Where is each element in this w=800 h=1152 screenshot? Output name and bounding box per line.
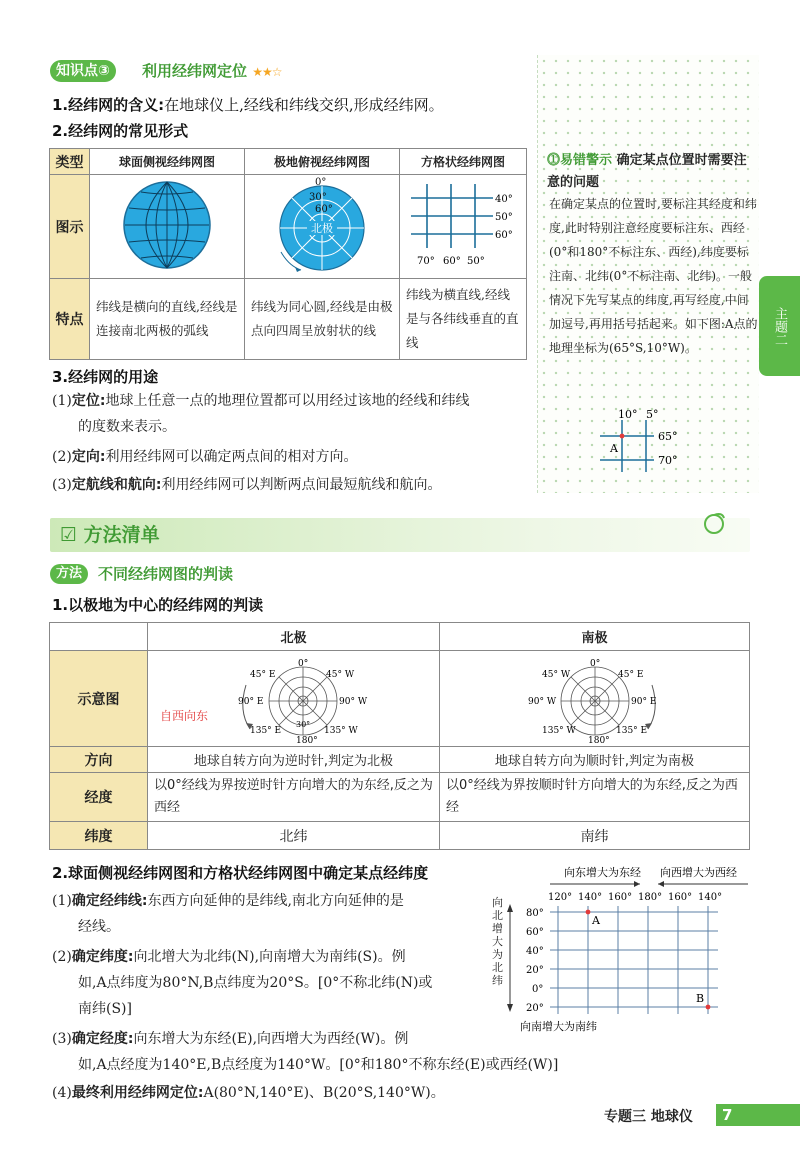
th-north-pole: 北极 (148, 623, 440, 651)
s-tr: 45° E (618, 670, 644, 680)
fig-lon-5: 5° (646, 408, 659, 421)
lat-6: 20° (526, 1003, 544, 1014)
use-item-1: (1)定位:地球上任意一点的地理位置都可以用经过该地的经线和纬线 (52, 393, 470, 409)
n-bl: 135° E (250, 726, 282, 736)
n-tr: 45° W (326, 670, 355, 680)
label-north: 向北增大为北纬 (492, 896, 503, 987)
lat-4: 20° (526, 965, 544, 976)
grid-lat-50: 50° (495, 212, 513, 223)
fig-lat-65: 65° (658, 430, 678, 443)
grid-lon-70: 70° (417, 256, 435, 267)
lon-6: 140° (698, 892, 723, 903)
method-1-title: 1.以极地为中心的经纬网的判读 (52, 596, 264, 614)
s-bl: 135° W (542, 726, 576, 736)
grid-lon-60: 60° (443, 256, 461, 267)
polar-reading-table (49, 622, 750, 850)
feature-sphere: 纬线是横向的直线,经线是连接南北两极的弧线 (90, 279, 245, 360)
footer-label: 专题三 地球仪 (604, 1109, 693, 1125)
polar-figure (245, 175, 400, 279)
m2-item-3: (3)确定经度:向东增大为东经(E),向西增大为西经(W)。例 (52, 1031, 409, 1047)
difficulty-stars: ★★☆ (252, 65, 282, 79)
feature-polar: 纬线为同心圆,经线是由极点向四周呈放射状的线 (245, 279, 400, 360)
polar-center-label: 北极 (311, 222, 333, 235)
row-diagram-label: 示意图 (50, 651, 148, 747)
use-item-3: (3)定航线和航向:利用经纬网可以判断两点间最短航线和航向。 (52, 477, 442, 493)
fig-lat-70: 70° (658, 454, 678, 467)
knowledge-point-title: 利用经纬网定位 ★★☆ (142, 62, 282, 80)
polar-lat-60: 60° (315, 204, 333, 215)
s-br: 135° E (616, 726, 648, 736)
fig-point-a: A (610, 442, 618, 455)
lon-1: 120° (548, 892, 573, 903)
south-direction: 地球自转方向为顺时针,判定为南极 (440, 747, 750, 773)
m2-item-3-cont: 如,A点经度为140°E,B点经度为140°W。[0°和180°不称东经(E)或西经(W)] (78, 1057, 559, 1073)
section-1: 1.经纬网的含义:在地球仪上,经线和纬线交织,形成经纬网。 (52, 96, 444, 114)
n-lat30: 30° (296, 720, 311, 729)
polar-lat-30: 30° (309, 192, 327, 203)
n-br: 135° W (324, 726, 358, 736)
north-direction: 地球自转方向为逆时针,判定为北极 (148, 747, 440, 773)
handwritten-note: 自西向东 (160, 709, 209, 723)
polar-lat-0: 0° (315, 177, 327, 188)
knowledge-point-badge: 知识点③ (50, 60, 116, 82)
page-number: 7 (716, 1104, 800, 1126)
use-item-1-cont: 的度数来表示。 (78, 419, 176, 435)
north-longitude: 以0°经线为界按逆时针方向增大的为东经,反之为西经 (148, 773, 440, 822)
label-south: 向南增大为南纬 (520, 1020, 597, 1033)
m2-item-2: (2)确定纬度:向北增大为北纬(N),向南增大为南纬(S)。例 (52, 949, 406, 965)
n-l: 90° E (238, 697, 264, 707)
method-2-title: 2.球面侧视经纬网图和方格状经纬网图中确定某点经纬度 (52, 864, 429, 882)
grid-figure (400, 175, 527, 279)
row-longitude-label: 经度 (50, 773, 148, 822)
th-type: 类型 (50, 149, 90, 175)
checkbox-icon: ☑ (60, 524, 78, 546)
th-empty (50, 623, 148, 651)
n-bot: 180° (296, 736, 318, 743)
m2-item-4: (4)最终利用经纬网定位:A(80°N,140°E)、B(20°S,140°W)。 (52, 1085, 445, 1101)
m2-item-1: (1)确定经纬线:东西方向延伸的是纬线,南北方向延伸的是 (52, 893, 404, 909)
grid-lat-40: 40° (495, 194, 513, 205)
use-item-2: (2)定向:利用经纬网可以确定两点间的相对方向。 (52, 449, 358, 465)
lon-5: 160° (668, 892, 693, 903)
section-3-title: 3.经纬网的用途 (52, 368, 159, 386)
s-l: 90° W (528, 697, 557, 707)
row-figure-label: 图示 (50, 175, 90, 279)
grid-lat-60: 60° (495, 230, 513, 241)
north-latitude: 北纬 (148, 822, 440, 850)
south-longitude: 以0°经线为界按顺时针方向增大的为东经,反之为西经 (440, 773, 750, 822)
topic-side-tab: 主题二 (759, 276, 800, 376)
lon-4: 180° (638, 892, 663, 903)
s-tl: 45° W (542, 670, 571, 680)
label-east: 向东增大为东经 (564, 866, 641, 879)
south-diagram (440, 651, 750, 747)
label-west: 向西增大为西经 (660, 866, 737, 879)
m2-item-2-cont2: 南纬(S)] (78, 1001, 132, 1017)
method-banner-title: ☑ 方法清单 (60, 524, 160, 546)
method-title: 不同经纬网图的判读 (98, 565, 234, 583)
lon-3: 160° (608, 892, 633, 903)
section-2-title: 2.经纬网的常见形式 (52, 122, 189, 140)
lon-2: 140° (578, 892, 603, 903)
point-b: B (696, 992, 705, 1005)
method-badge: 方法 (50, 564, 88, 584)
row-latitude-label: 纬度 (50, 822, 148, 850)
warning-figure (590, 404, 700, 476)
grid-coordinate-figure (490, 858, 750, 1038)
n-top: 0° (298, 659, 309, 669)
th-south-pole: 南极 (440, 623, 750, 651)
feature-grid: 纬线为横直线,经线是与各纬线垂直的直线 (400, 279, 527, 360)
warning-icon: ⓵ (547, 153, 561, 168)
th-grid: 方格状经纬网图 (400, 149, 527, 175)
n-tl: 45° E (250, 670, 276, 680)
th-polar: 极地俯视经纬网图 (245, 149, 400, 175)
lat-5: 0° (532, 984, 544, 995)
s-r: 90° E (631, 697, 657, 707)
fig-lon-10: 10° (618, 408, 638, 421)
row-feature-label: 特点 (50, 279, 90, 360)
lat-1: 80° (526, 908, 544, 919)
s-bot: 180° (588, 736, 610, 743)
sphere-figure (90, 175, 245, 279)
lat-2: 60° (526, 927, 544, 938)
m2-item-1-cont: 经线。 (78, 919, 120, 935)
row-direction-label: 方向 (50, 747, 148, 773)
n-r: 90° W (339, 697, 368, 707)
th-sphere: 球面侧视经纬网图 (90, 149, 245, 175)
m2-item-2-cont: 如,A点纬度为80°N,B点纬度为20°S。[0°不称北纬(N)或 (78, 975, 433, 991)
grid-forms-table (49, 148, 527, 360)
warning-heading: ⓵易错警示 确定某点位置时需要注意的问题 (547, 153, 747, 190)
lat-3: 40° (526, 946, 544, 957)
south-latitude: 南纬 (440, 822, 750, 850)
s-top: 0° (590, 659, 601, 669)
leaf-icon (700, 510, 728, 538)
point-a: A (592, 914, 600, 927)
north-diagram (148, 651, 440, 747)
warning-body: 在确定某点的位置时,要标注其经度和纬度,此时特别注意经度要标注东、西经(0°和180°不标注东、西经),纬度要标注南、北纬(0°不标注南、北纬)。一般情况下先写某点的纬度,再写经度,中间加逗号,再用括号括起来。如下图:A点的地理坐标为(65°S,10°W)。 (549, 197, 758, 355)
grid-lon-50: 50° (467, 256, 485, 267)
